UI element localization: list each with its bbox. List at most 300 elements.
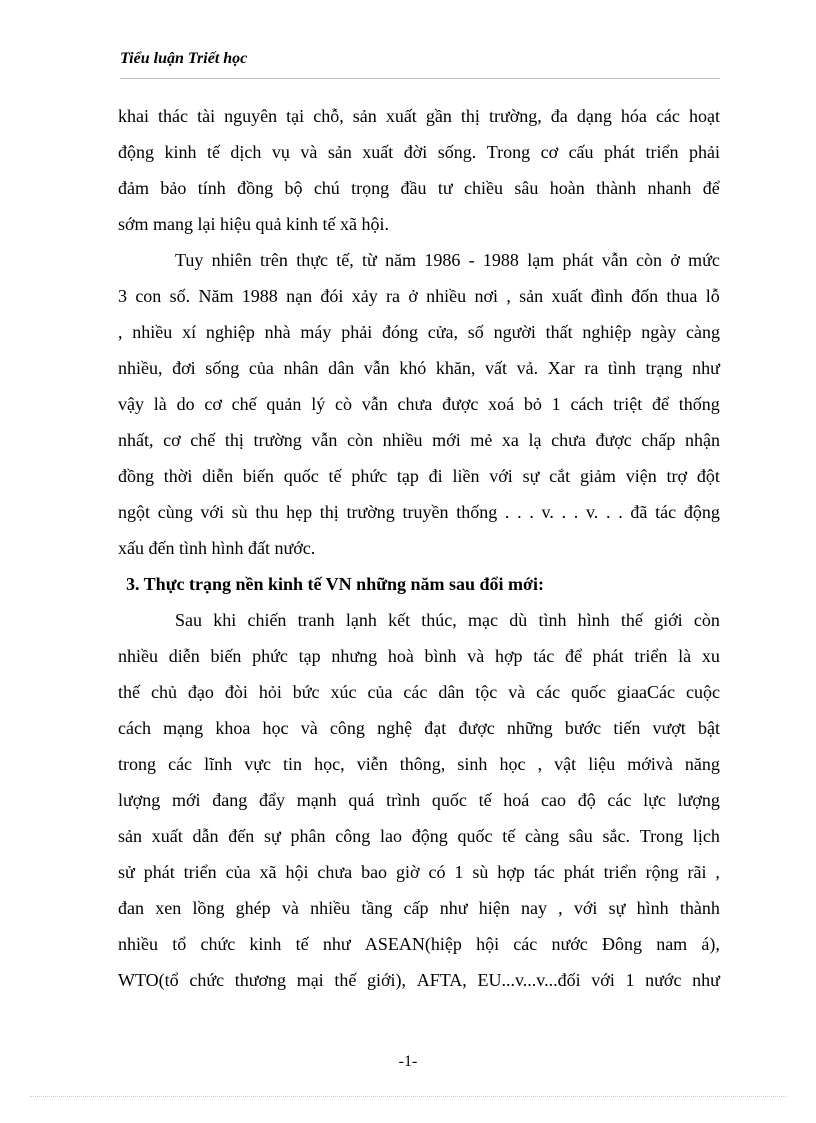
word: cơ <box>540 142 559 162</box>
word: hợp <box>497 862 525 882</box>
word: Tuy <box>175 250 204 270</box>
word: sự <box>522 466 540 486</box>
word: cùng <box>157 502 193 522</box>
word: dạng <box>576 106 612 126</box>
word: nghiệp <box>205 322 255 342</box>
word: sản <box>327 142 352 162</box>
word: hình <box>636 898 669 918</box>
text-line <box>118 638 720 674</box>
word: - <box>468 250 475 270</box>
text-line <box>118 962 720 998</box>
word: máy <box>300 322 332 342</box>
word: biến <box>242 466 274 486</box>
word: trường <box>253 430 302 450</box>
word: vả. <box>516 358 539 378</box>
word: thế <box>620 610 643 630</box>
word: và <box>300 718 318 738</box>
word: đồng <box>237 178 274 198</box>
word: như <box>692 358 720 378</box>
word: hẹp <box>286 502 313 522</box>
word: khó <box>399 358 427 378</box>
word: xí <box>182 322 197 342</box>
word: bước <box>564 718 602 738</box>
word: tế <box>478 790 492 810</box>
word: v. <box>541 502 554 522</box>
word: tính <box>197 178 226 198</box>
word: sắc. <box>602 826 630 846</box>
word: với <box>591 970 615 990</box>
word: của <box>225 862 251 882</box>
word: người <box>493 322 536 342</box>
word: đói <box>320 286 344 306</box>
word: EU...v...v...đối <box>477 970 581 990</box>
word: tác <box>533 646 555 666</box>
word: số. <box>169 286 191 306</box>
word: những <box>506 718 553 738</box>
text-line <box>118 350 720 386</box>
word: năm <box>385 250 417 270</box>
word: thua <box>666 286 698 306</box>
text-line <box>118 134 720 170</box>
word: lĩnh <box>204 754 233 774</box>
word: mạc <box>468 610 498 630</box>
word: đang <box>212 790 248 810</box>
word: 1986 <box>424 250 461 270</box>
word: hoàn <box>549 178 585 198</box>
word: nước <box>551 934 588 954</box>
word: như <box>692 970 720 990</box>
word: từ <box>362 250 377 270</box>
word: tài <box>197 106 216 126</box>
word: biến <box>210 646 242 666</box>
word: sản <box>519 286 544 306</box>
word: là <box>678 646 692 666</box>
word: trên <box>259 250 288 270</box>
word: nam <box>656 934 688 954</box>
word: quốc <box>571 682 607 702</box>
word: cấp <box>403 898 429 918</box>
word: lạm <box>527 250 555 270</box>
word: quốc <box>457 826 493 846</box>
word: . <box>529 502 534 522</box>
word: Sau <box>175 610 202 630</box>
word: 1 <box>625 970 635 990</box>
word: các <box>655 106 680 126</box>
word: . <box>618 502 623 522</box>
word: rộng <box>645 862 679 882</box>
header-rule <box>120 78 720 79</box>
word: lạ <box>528 430 542 450</box>
word: gần <box>425 106 452 126</box>
word: đạt <box>424 718 447 738</box>
word: học <box>499 754 526 774</box>
word: hình <box>577 610 610 630</box>
word: xuất <box>362 142 394 162</box>
word: sâu <box>514 178 539 198</box>
word: nghệ <box>377 718 413 738</box>
word: ngày <box>641 322 677 342</box>
word: đẩy <box>258 790 285 810</box>
word: học <box>262 718 289 738</box>
word: 1 <box>551 394 561 414</box>
word: ngột <box>118 502 151 522</box>
word: sự <box>264 826 281 846</box>
word: thương <box>234 970 287 990</box>
word: chức <box>189 970 225 990</box>
word: nguyên <box>224 106 278 126</box>
word: trợ <box>666 466 688 486</box>
word: vực <box>244 754 271 774</box>
word: vụ <box>271 142 290 162</box>
word: vất <box>485 358 508 378</box>
word: lượng <box>677 790 720 810</box>
word: chiến <box>247 610 287 630</box>
word: thống <box>678 394 720 414</box>
word: dân <box>438 682 465 702</box>
word: nhiều <box>426 286 467 306</box>
text-line <box>118 674 720 710</box>
word: vậy <box>118 394 144 414</box>
word: chế <box>231 394 257 414</box>
word: các <box>168 754 193 774</box>
word: xảy <box>351 286 378 306</box>
word: đầu <box>400 178 427 198</box>
word: Đông <box>601 934 642 954</box>
word: động <box>411 826 448 846</box>
text-line <box>118 782 720 818</box>
word: dù <box>509 610 528 630</box>
word: mới <box>172 790 201 810</box>
text-line <box>118 278 720 314</box>
word: chưa <box>317 862 353 882</box>
word: chủ <box>150 682 177 702</box>
text-line <box>118 458 720 494</box>
text-line <box>118 890 720 926</box>
word: trường <box>346 502 395 522</box>
word: đồng <box>118 466 154 486</box>
word: sinh <box>457 754 488 774</box>
word: khai <box>118 106 149 126</box>
word: thế <box>118 682 140 702</box>
text-line <box>118 818 720 854</box>
word: nhất, <box>118 430 154 450</box>
word: diễn <box>202 466 234 486</box>
word: để <box>564 646 582 666</box>
word: lồng <box>192 898 225 918</box>
word: sống <box>205 358 240 378</box>
word: đảm <box>118 178 149 198</box>
word: bật <box>697 718 720 738</box>
word: dẫn <box>192 826 219 846</box>
word: thế <box>334 970 357 990</box>
word: ra <box>386 286 401 306</box>
word: trong <box>118 754 156 774</box>
word: kinh <box>164 142 197 162</box>
text-line <box>118 386 720 422</box>
word: quá <box>348 790 375 810</box>
word: phát <box>592 646 624 666</box>
word: sự <box>608 898 626 918</box>
word: có <box>428 862 446 882</box>
word: đột <box>696 466 720 486</box>
word: 1 <box>454 862 464 882</box>
word: nhưng <box>331 646 378 666</box>
word: càng <box>685 322 720 342</box>
word: con <box>135 286 162 306</box>
word: liền <box>452 466 480 486</box>
word: nhận <box>684 430 720 450</box>
word: hợp <box>495 646 523 666</box>
word: xúc <box>330 682 357 702</box>
word: mạnh <box>296 790 337 810</box>
word: như <box>439 898 468 918</box>
word: thị <box>460 106 480 126</box>
word: phức <box>351 466 388 486</box>
word: chế <box>190 430 216 450</box>
word: Xar <box>547 358 575 378</box>
word: thúc, <box>421 610 457 630</box>
word: . <box>517 502 522 522</box>
word: bao <box>361 862 388 882</box>
word: nhà <box>264 322 291 342</box>
word: xa <box>501 430 519 450</box>
word: nơi <box>474 286 499 306</box>
word: nhiên <box>211 250 252 270</box>
word: quốc <box>283 466 319 486</box>
word: kinh <box>249 934 282 954</box>
word: , <box>715 862 720 882</box>
word: chú <box>313 178 340 198</box>
word: mớivà <box>627 754 673 774</box>
word: cuộc <box>685 682 720 702</box>
word: để <box>651 394 669 414</box>
word: với <box>573 898 598 918</box>
word: cao <box>541 790 566 810</box>
word: , <box>558 898 563 918</box>
word: tạp <box>298 646 321 666</box>
word: v. <box>585 502 599 522</box>
word: tiến <box>613 718 641 738</box>
word: sâu <box>568 826 593 846</box>
word: dân <box>328 358 355 378</box>
word: các <box>513 934 538 954</box>
word: mạng <box>163 718 204 738</box>
text-line <box>118 242 720 278</box>
word: bức <box>292 682 320 702</box>
word: triển <box>645 142 679 162</box>
word: phát <box>604 142 636 162</box>
text-line <box>118 422 720 458</box>
word: đi <box>428 466 443 486</box>
text-line <box>118 926 720 962</box>
word: 1988 <box>241 286 278 306</box>
word: động <box>683 502 720 522</box>
word: được <box>458 718 495 738</box>
word: tế <box>295 934 309 954</box>
word: , <box>506 286 511 306</box>
word: và <box>281 898 299 918</box>
word: và <box>508 682 526 702</box>
page-header: Tiểu luận Triết học <box>120 50 248 67</box>
word: chỗ, <box>313 106 344 126</box>
word: dịch <box>230 142 262 162</box>
page-bottom-border <box>30 1096 786 1097</box>
word: do <box>176 394 195 414</box>
word: trường, <box>488 106 542 126</box>
word: năng <box>684 754 720 774</box>
word: khoa <box>215 718 251 738</box>
word: chấp <box>641 430 676 450</box>
word: xoá <box>488 394 515 414</box>
word: Trong <box>639 826 684 846</box>
text-line <box>118 494 720 530</box>
word: cơ <box>204 394 222 414</box>
word: nhiều <box>310 898 351 918</box>
word: khi <box>213 610 237 630</box>
word: còn <box>693 610 720 630</box>
word: khăn, <box>435 358 476 378</box>
word: phải <box>341 322 373 342</box>
word: thất <box>545 322 573 342</box>
word: vật <box>554 754 577 774</box>
word: thành <box>679 898 720 918</box>
word: sản <box>352 106 377 126</box>
word: đạo <box>187 682 214 702</box>
word: thị <box>224 430 244 450</box>
word: lạnh <box>345 610 377 630</box>
word: nhiều, <box>118 358 163 378</box>
word: quản <box>266 394 302 414</box>
word: sản <box>118 826 142 846</box>
word: tế, <box>336 250 354 270</box>
word: nước <box>645 970 682 990</box>
word: lao <box>380 826 403 846</box>
word: viễn <box>356 754 388 774</box>
word: số <box>467 322 484 342</box>
word: , <box>537 754 543 774</box>
word: hội <box>476 934 500 954</box>
word: giới), <box>367 970 407 990</box>
word: đốn <box>631 286 659 306</box>
word: động <box>118 142 154 162</box>
word: nhiều <box>118 646 158 666</box>
word: mại <box>296 970 324 990</box>
word: còn <box>346 430 373 450</box>
word: sống. <box>437 142 477 162</box>
word: thành <box>596 178 637 198</box>
word: sù <box>472 862 489 882</box>
word: của <box>248 358 274 378</box>
word: 1988 <box>482 250 519 270</box>
word: còn <box>636 250 663 270</box>
word: lý <box>311 394 326 414</box>
word: triệt <box>613 394 643 414</box>
word: bộ <box>284 178 303 198</box>
text-line <box>118 98 720 134</box>
word: tình <box>538 610 567 630</box>
word: đã <box>630 502 648 522</box>
word: được <box>595 430 632 450</box>
word: cơ <box>163 430 181 450</box>
word: cách <box>118 718 151 738</box>
word: lượng <box>118 790 161 810</box>
word: đa <box>550 106 568 126</box>
word: quốc <box>431 790 467 810</box>
word: truyền <box>402 502 449 522</box>
word: tổ <box>172 934 187 954</box>
text-line <box>118 170 720 206</box>
word: như <box>322 934 351 954</box>
word: các <box>607 790 632 810</box>
word: Năm <box>198 286 234 306</box>
word: 3 <box>118 286 127 306</box>
word: các <box>536 682 561 702</box>
word: tạp <box>396 466 419 486</box>
word: học, <box>314 754 345 774</box>
word: triển <box>603 862 637 882</box>
word: giảm <box>579 466 616 486</box>
word: công <box>335 826 371 846</box>
word: được <box>442 394 479 414</box>
word: hoá <box>503 790 530 810</box>
word: . <box>561 502 567 522</box>
word: thời <box>163 466 193 486</box>
word: mẻ <box>470 430 493 450</box>
word: cấu <box>568 142 594 162</box>
word: phân <box>290 826 326 846</box>
word: xuất <box>151 826 183 846</box>
word: tại <box>286 106 305 126</box>
word: hóa <box>620 106 647 126</box>
word: và <box>467 646 485 666</box>
word: sù <box>231 502 248 522</box>
word: tin <box>283 754 303 774</box>
text-line <box>118 854 720 890</box>
word: ghép <box>235 898 271 918</box>
word: vẫn <box>361 394 388 414</box>
word: giaaCác <box>617 682 676 702</box>
word: lực <box>643 790 666 810</box>
word: với <box>200 502 224 522</box>
word: mới <box>432 430 461 450</box>
word: chiều <box>464 178 503 198</box>
word: diễn <box>168 646 200 666</box>
word: xã <box>259 862 277 882</box>
word: tế <box>206 142 220 162</box>
section-heading: 3. Thực trạng nền kinh tế VN những năm sau đổi mới: <box>126 574 544 594</box>
word: AFTA, <box>416 970 467 990</box>
word: ra <box>584 358 599 378</box>
word: cò <box>334 394 352 414</box>
word: . <box>606 502 611 522</box>
word: càng <box>525 826 559 846</box>
word: của <box>367 682 393 702</box>
word: độ <box>577 790 596 810</box>
word: viện <box>625 466 657 486</box>
word: công <box>329 718 365 738</box>
word: thực <box>296 250 328 270</box>
word: hiện <box>478 898 510 918</box>
word: trạng <box>645 358 683 378</box>
word: WTO(tổ <box>118 970 179 990</box>
word: cắt <box>549 466 571 486</box>
word: nhanh <box>647 178 692 198</box>
word: tác <box>655 502 677 522</box>
word: giới <box>654 610 683 630</box>
word: nạn <box>286 286 313 306</box>
word: tranh <box>297 610 335 630</box>
word: các <box>403 682 428 702</box>
